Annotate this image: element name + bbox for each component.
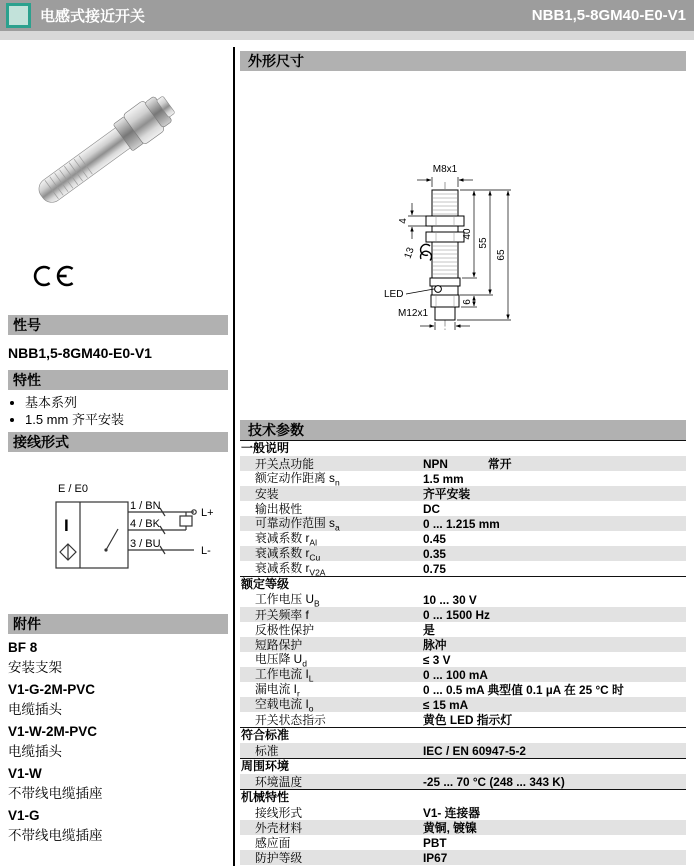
accessory-desc: 电缆插头 xyxy=(8,744,62,759)
tech-row-value: 黄色 LED 指示灯 xyxy=(423,713,513,727)
tech-row-label: 开关状态指示 xyxy=(255,713,326,727)
tech-row-label: 衰减系数 $r_{Al}$ xyxy=(255,531,317,548)
tech-row-label: 短路保护 xyxy=(255,638,303,652)
brand-logo-icon xyxy=(6,3,31,28)
tech-section-header: 机械特性 xyxy=(240,789,686,805)
tech-section-header: 符合标准 xyxy=(240,727,686,743)
tech-row-value2: 常开 xyxy=(487,457,512,471)
tech-row xyxy=(240,561,686,576)
tech-row xyxy=(240,835,686,850)
tech-row xyxy=(240,471,686,486)
tech-row xyxy=(240,774,686,789)
dim-wrench-size: 13 xyxy=(402,246,417,261)
tech-row xyxy=(240,607,686,622)
tech-row-value: 0 ... 1.215 mm xyxy=(423,516,500,531)
product-photo xyxy=(8,46,228,256)
dim-length-55: 55 xyxy=(478,237,489,249)
page-title: 电感式接近开关 xyxy=(40,8,146,25)
tech-section-header: 一般说明 xyxy=(240,440,686,456)
accessory-desc: 不带线电缆插座 xyxy=(8,828,103,843)
tech-row xyxy=(240,712,686,727)
section-header-tech: 技术参数 xyxy=(240,420,686,440)
column-divider xyxy=(233,47,235,866)
wiring-circuit-label: E / E0 xyxy=(58,483,88,495)
pin-label-bu: 3 / BU xyxy=(130,538,161,550)
feature-item: • 1.5 mm 齐平安装 xyxy=(25,411,228,428)
tech-row-label: 外壳材料 xyxy=(255,821,303,835)
tech-row-value: IP67 xyxy=(423,850,448,865)
tech-row-value: 0 ... 1500 Hz xyxy=(423,607,490,622)
dim-nut-thickness: 4 xyxy=(398,218,409,224)
tech-row-value: DC xyxy=(423,501,441,516)
tech-row-value: 齐平安装 xyxy=(423,487,471,501)
tech-row xyxy=(240,805,686,820)
tech-row-value: ≤ 3 V xyxy=(423,652,451,667)
tech-section-header: 额定等级 xyxy=(240,576,686,592)
tech-row-value: 0.75 xyxy=(423,561,446,576)
tech-row-label: 空载电流 $I_o$ xyxy=(255,697,314,714)
tech-row-label: 电压降 $U_d$ xyxy=(255,652,307,669)
tech-table xyxy=(240,440,686,865)
tech-row-label: 衰减系数 $r_{Cu}$ xyxy=(255,546,321,563)
accessory-model: V1-G xyxy=(8,808,40,823)
header-divider-strip xyxy=(0,31,694,40)
rail-label-lminus: L- xyxy=(201,545,211,557)
tech-row-label: 反极性保护 xyxy=(255,623,314,637)
pin-label-bk: 4 / BK xyxy=(130,518,160,530)
sensor-symbol-i: I xyxy=(64,516,69,535)
tech-row xyxy=(240,622,686,637)
tech-row-label: 感应面 xyxy=(255,836,291,850)
accessory-desc: 安装支架 xyxy=(8,660,62,675)
tech-row-value: IEC / EN 60947-5-2 xyxy=(423,743,526,758)
accessory-desc: 电缆插头 xyxy=(8,702,62,717)
tech-row-value: ≤ 15 mA xyxy=(423,697,469,712)
left-column xyxy=(8,46,228,844)
tech-row-label: 防护等级 xyxy=(255,851,303,865)
ce-mark xyxy=(32,264,228,290)
tech-row-label: 衰减系数 $r_{V2A}$ xyxy=(255,561,326,578)
tech-row-label: 接线形式 xyxy=(255,806,303,820)
tech-row-label: 工作电流 $I_L$ xyxy=(255,667,314,684)
tech-row-value: V1- 连接器 xyxy=(423,806,481,820)
dimension-drawing xyxy=(240,71,686,420)
tech-row-label: 输出极性 xyxy=(255,502,303,516)
accessory-desc: 不带线电缆插座 xyxy=(8,786,103,801)
section-header-accessories: 附件 xyxy=(8,614,228,634)
feature-item: • 基本系列 xyxy=(25,394,228,411)
wiring-diagram xyxy=(8,462,228,612)
tech-row xyxy=(240,820,686,835)
tech-row-value: 1.5 mm xyxy=(423,471,464,486)
dim-thread-bottom: M12x1 xyxy=(398,308,429,319)
section-header-model: 性号 xyxy=(8,315,228,335)
product-photo-image xyxy=(8,46,208,251)
tech-section-header: 周围环境 xyxy=(240,758,686,774)
tech-row-value: 脉冲 xyxy=(423,638,447,652)
tech-row-value: 是 xyxy=(423,623,435,637)
tech-row-label: 工作电压 $U_B$ xyxy=(255,592,320,609)
accessory-model: V1-W-2M-PVC xyxy=(8,724,97,739)
tech-row-value: 0.35 xyxy=(423,546,446,561)
tech-row-value: PBT xyxy=(423,835,447,850)
accessory-model: V1-W xyxy=(8,766,42,781)
section-header-features: 特性 xyxy=(8,370,228,390)
tech-row-label: 开关频率 f xyxy=(255,608,309,622)
tech-row-value: NPN xyxy=(423,456,448,471)
right-column xyxy=(240,51,686,865)
tech-row xyxy=(240,697,686,712)
tech-row-value: 黄铜, 镀镍 xyxy=(423,821,477,835)
pin-label-bn: 1 / BN xyxy=(130,500,161,512)
tech-row-label: 标准 xyxy=(255,744,279,758)
rail-label-lplus: L+ xyxy=(201,507,214,519)
tech-row xyxy=(240,743,686,758)
features-list xyxy=(8,394,228,428)
tech-row-value: 0 ... 0.5 mA 典型值 0.1 µA 在 25 °C 时 xyxy=(423,683,624,697)
accessory-model: V1-G-2M-PVC xyxy=(8,682,96,697)
section-header-connection: 接线形式 xyxy=(8,432,228,452)
tech-row-label: 安装 xyxy=(255,487,279,501)
tech-row-value: -25 ... 70 °C (248 ... 343 K) xyxy=(423,774,565,789)
tech-row xyxy=(240,486,686,501)
tech-row-value: 0 ... 100 mA xyxy=(423,667,488,682)
tech-row-value: 0.45 xyxy=(423,531,446,546)
dim-thread-top: M8x1 xyxy=(432,164,458,175)
tech-row-label: 额定动作距离 $s_n$ xyxy=(255,471,340,488)
tech-row-label: 开关点功能 xyxy=(255,457,314,471)
dim-length-40: 40 xyxy=(462,228,473,240)
tech-row xyxy=(240,850,686,865)
led-label: LED xyxy=(384,289,404,300)
tech-row-label: 环境温度 xyxy=(255,775,303,789)
header-part-number: NBB1,5-8GM40-E0-V1 xyxy=(531,7,686,24)
tech-row-value: 10 ... 30 V xyxy=(423,592,477,607)
accessories-list xyxy=(8,640,228,844)
page-header xyxy=(0,0,694,31)
dim-length-65: 65 xyxy=(496,249,507,261)
tech-row-label: 漏电流 $I_r$ xyxy=(255,682,300,699)
tech-row xyxy=(240,592,686,607)
tech-row-label: 可靠动作范围 $s_a$ xyxy=(255,516,340,533)
accessory-model: BF 8 xyxy=(8,640,38,655)
model-number: NBB1,5-8GM40-E0-V1 xyxy=(8,345,152,361)
section-header-dimensions: 外形尺寸 xyxy=(240,51,686,71)
dim-length-6: 6 xyxy=(462,299,473,305)
